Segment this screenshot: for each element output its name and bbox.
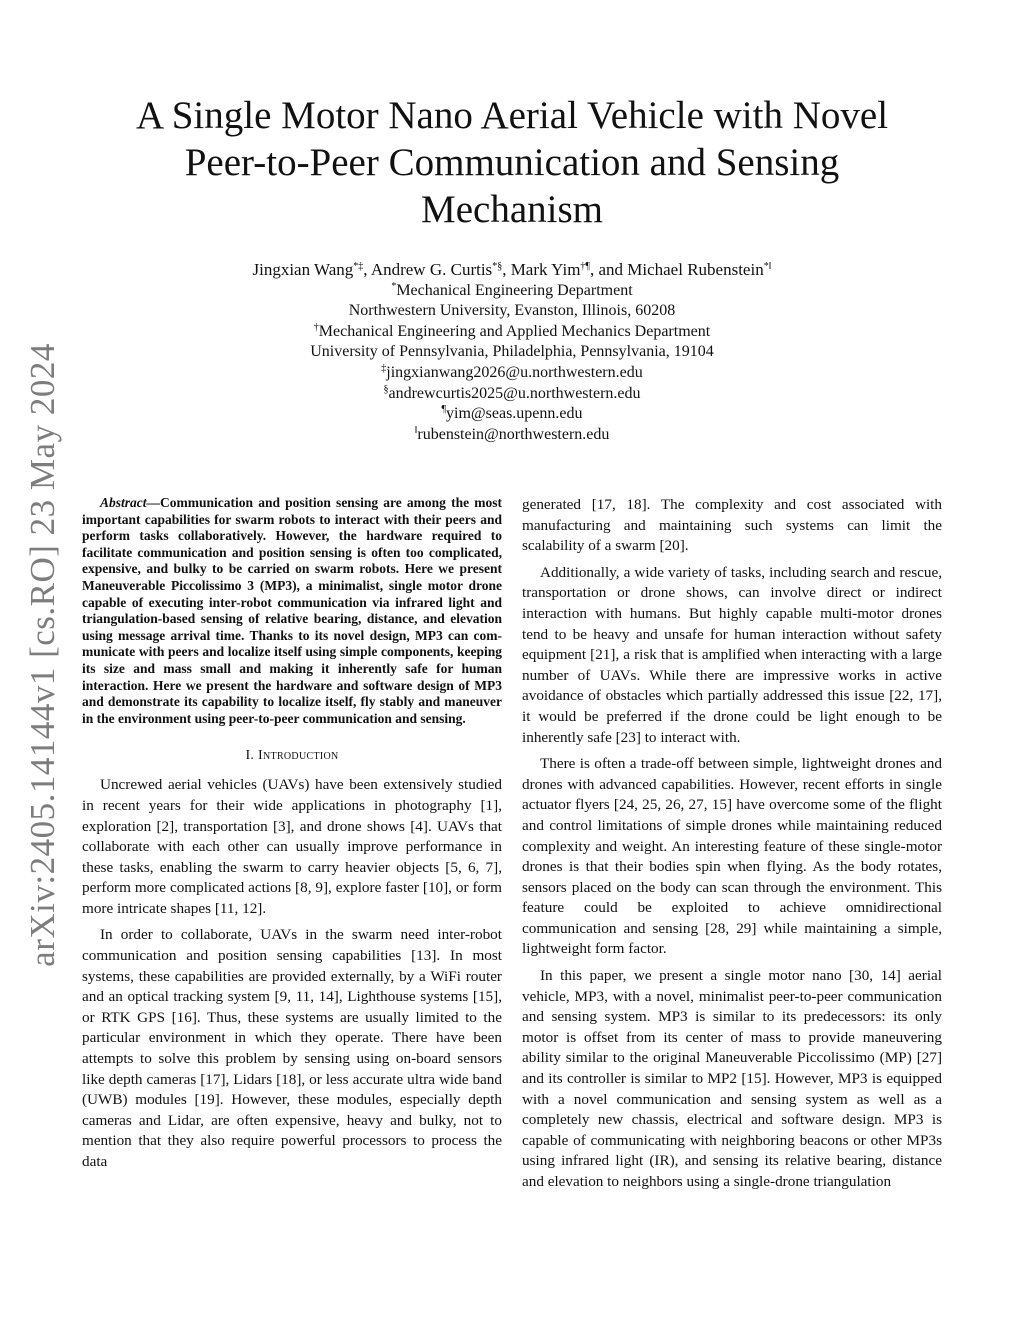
- author-name: and Michael Rubenstein: [598, 260, 764, 279]
- affiliation-text: Northwestern University, Evanston, Illinois, 60208: [348, 302, 676, 320]
- body-paragraph: generated [17, 18]. The complexity and cost associated with manufacturing and maintaining such systems can limit the scalability of a swarm [20].: [522, 496, 942, 555]
- author-email: [150, 425, 874, 446]
- affiliation-mark: ‡: [381, 362, 387, 374]
- body-paragraph: Additionally, a wide variety of tasks, including search and rescue, transportation or drone shows, can involve direct or indirect interaction with humans. But highly capable multi-motor drones tend to be heavy and unsafe for human interaction without safety equipment [21], a risk that is amplified when interacting with a large number of UAVs. While there are impressive works in active avoidance of obstacles which partially addressed this issue [22, 17], it would be preferred if the drone could be light enough to be inherently safe [23] to interact with.: [522, 563, 942, 746]
- left-column: [82, 495, 502, 1173]
- section-number: I.: [245, 748, 255, 764]
- author-name: Andrew G. Curtis: [370, 260, 493, 279]
- author-email-text: yim@seas.upenn.edu: [446, 405, 583, 423]
- affiliation-mark: †: [313, 321, 319, 333]
- affiliation-line: [150, 322, 874, 343]
- affiliation-mark: ¶: [441, 404, 447, 416]
- abstract-label: Abstract—: [100, 495, 161, 510]
- author-email: [150, 363, 874, 384]
- author-email: [150, 404, 874, 425]
- author-marks: *§: [492, 261, 503, 272]
- body-paragraph: In order to collaborate, UAVs in the swarm need inter-robot communication and position sensing capabilities [13]. In most systems, these capabilities are provided externally, by a WiFi router and an optical tracking system [9, 11, 14], Lighthouse systems [15], or RTK GPS [16]. Thus, these systems are usually limited to the particular environment in which they operate. There have been attempts to solve this problem by sensing using on-board sensors like depth cameras [17], Lidars [18], or less accurate ultra wide band (UWB) modules [19]. However, these modules, especially depth cameras and Lidar, are often expensive, heavy and bulky, not to mention that they also require powerful processors to process the data: [82, 926, 502, 1170]
- affiliation-text: Mechanical Engineering Department: [396, 281, 633, 299]
- body-paragraph: There is often a trade-off between simple, lightweight drones and drones with advanced capabilities. However, recent efforts in single actuator flyers [24, 25, 26, 27, 15] have overcome some of the flight and control limitations of simple drones while maintaining reduced complexity and weight. An interesting feature of these single-motor drones is that their bodies spin when flying. As the body rotates, sensors placed on the body can scan through the environment. This feature could be exploited to achieve omnidirectional communication and sensing [28, 29] while maintaining a simple, lightweight form factor.: [522, 755, 942, 958]
- author-email: [150, 384, 874, 405]
- author-email-text: andrewcurtis2025@u.northwestern.edu: [388, 384, 641, 402]
- arxiv-identifier-text: arXiv:2405.14144v1 [cs.RO] 23 May 2024: [23, 343, 62, 967]
- affiliation-line: [150, 342, 874, 363]
- section-heading: [82, 747, 502, 765]
- affiliation-line: [150, 281, 874, 302]
- author-block: [150, 260, 874, 445]
- body-paragraph: Uncrewed aerial vehicles (UAVs) have been extensively studied in recent years for their wide applications in photography [1], exploration [2], transportation [3], and drone shows [4]. UAVs that collaborate with each other can usually improve performance in these tasks, enabling the swarm to carry heavier objects [5, 6, 7], perform more complicated actions [8, 9], explore faster [10], or form more intricate shapes [11, 12].: [82, 776, 502, 917]
- author-name: Jingxian Wang: [252, 260, 354, 279]
- author-name: Mark Yim: [510, 260, 581, 279]
- author-email-text: jingxianwang2026@u.northwestern.edu: [386, 363, 643, 381]
- affiliation-text: Mechanical Engineering and Applied Mechanics Department: [318, 322, 711, 340]
- paper-title-line: Peer-to-Peer Communication and Sensing: [184, 141, 840, 184]
- right-column: [522, 495, 942, 1193]
- paper-title: [100, 92, 924, 233]
- body-paragraph: In this paper, we present a single motor nano [30, 14] aerial vehicle, MP3, with a novel, minimalist peer-to-peer communication and sensing system. MP3 is similar to its predecessors: its only motor is offset from its center of mass to provide maneuvering ability similar to the original Maneuverable Piccolissimo (MP) [27] and its controller is similar to MP2 [15]. However, MP3 is equipped with a novel communication and sensing system as well as a completely new chassis, electrical and software design. MP3 is capable of communicating with neighboring beacons or other MP3s using infrared light (IR), and sensing its relative bearing, distance and elevation to neighbors using a single-drone triangulation: [522, 967, 942, 1190]
- affiliation-mark: ‖: [414, 424, 418, 436]
- affiliation-text: University of Pennsylvania, Philadelphia, Pennsylvania, 19104: [310, 343, 714, 361]
- author-names: Jingxian Wang*‡, Andrew G. Curtis*§, Mark Yim†¶, and Michael Rubenstein*‖: [252, 260, 772, 279]
- paper-title-line: A Single Motor Nano Aerial Vehicle with Novel: [135, 94, 889, 137]
- author-marks: †¶: [580, 261, 590, 272]
- affiliation-line: [150, 301, 874, 322]
- affiliation-mark: §: [383, 383, 389, 395]
- affiliation-mark: *: [391, 280, 397, 292]
- author-marks: *‡: [353, 261, 364, 272]
- author-marks: *‖: [763, 261, 772, 272]
- abstract-text: Communication and position sensing are among the most important capabilities for swarm robots to interact with their peers and perform tasks collaboratively. However, the hardware required to facilitate communication and position sensing is often too complicated, expensive, and bulky to be carried on swarm robots. Here we present Maneuverable Piccolissimo 3 (MP3), a minimalist, single motor drone capable of executing inter-robot communication via infrared light and triangulation-based sensing of relative bearing, distance, and elevation using message arrival time. Thanks to its novel design, MP3 can communicate with peers and localize itself using simple components, keeping its size and mass small and making it inherently safe for human interaction. Here we present the hardware and software design of MP3 and demonstrate its capability to localize itself, fly stably and maneuver in the environment using peer-to-peer communication and sensing.: [82, 495, 502, 726]
- paper-title-line: Mechanism: [421, 188, 603, 231]
- arxiv-identifier-stamp: [12, 330, 74, 980]
- author-email-text: rubenstein@northwestern.edu: [417, 425, 610, 443]
- abstract: [82, 495, 502, 727]
- section-title: Introduction: [258, 748, 339, 764]
